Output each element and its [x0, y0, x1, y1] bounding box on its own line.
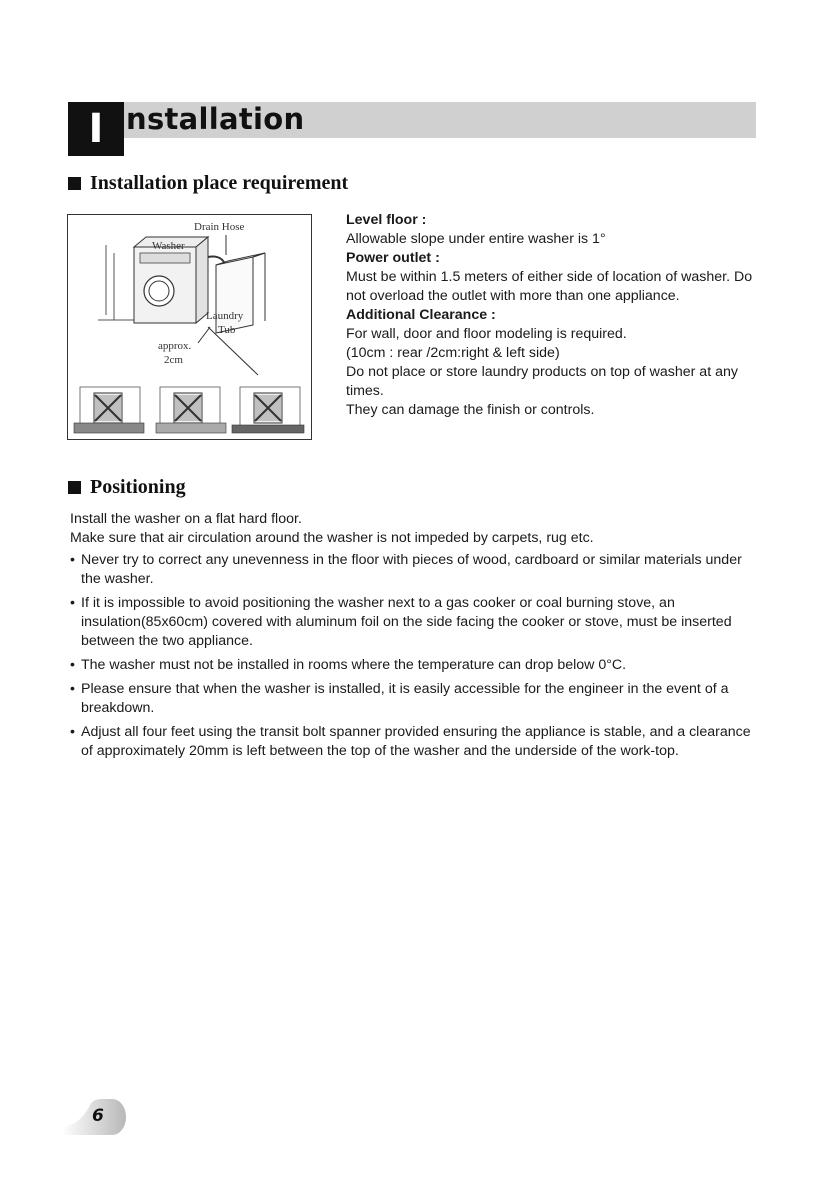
section-heading-text: Positioning — [90, 476, 186, 498]
list-item — [70, 656, 760, 675]
wrong-example-1 — [74, 387, 144, 433]
bullet-dot-icon: • — [70, 681, 75, 697]
positioning-intro — [70, 510, 760, 548]
label-washer: Washer — [152, 240, 185, 252]
req-power-outlet — [346, 249, 756, 306]
label-2cm: 2cm — [164, 354, 183, 366]
wrong-example-2 — [156, 387, 226, 433]
bullet-dot-icon: • — [70, 724, 75, 740]
bullet-dot-icon: • — [70, 657, 75, 673]
bullet-dot-icon: • — [70, 552, 75, 568]
label-approx: approx. — [158, 340, 192, 352]
req-text: Allowable slope under entire washer is 1° — [346, 231, 606, 247]
label-tub: Tub — [218, 324, 236, 336]
req-level-floor — [346, 211, 756, 249]
req-heading: Level floor : — [346, 212, 427, 228]
req-additional-clearance — [346, 306, 756, 420]
section-heading-text: Installation place requirement — [90, 172, 349, 194]
section-heading-place-requirement — [68, 172, 348, 195]
page-number-badge — [62, 1099, 126, 1135]
list-item-text: Never try to correct any unevenness in the floor with pieces of wood, cardboard or similar materials under the washer. — [81, 552, 742, 587]
installation-illustration — [67, 214, 312, 440]
washer-diagram-svg — [68, 215, 313, 441]
wrong-example-3 — [232, 387, 304, 433]
bullet-dot-icon: • — [70, 595, 75, 611]
req-text-clearance-values: (10cm : rear /2cm:right & left side) — [346, 345, 560, 361]
req-text-no-storage: Do not place or store laundry products on top of washer at any times. — [346, 364, 738, 399]
req-text: Must be within 1.5 meters of either side of location of washer. Do not overload the outlet with more than one appliance. — [346, 269, 753, 304]
requirements-block — [346, 211, 756, 420]
page-title: nstallation — [126, 102, 305, 136]
req-text-damage: They can damage the finish or controls. — [346, 402, 595, 418]
intro-line: Make sure that air circulation around the washer is not impeded by carpets, rug etc. — [70, 530, 594, 546]
intro-line: Install the washer on a flat hard floor. — [70, 511, 302, 527]
title-initial: I — [68, 102, 124, 156]
positioning-bullets — [70, 551, 760, 766]
list-item — [70, 680, 760, 718]
section-heading-positioning — [68, 476, 186, 499]
heading-bullet-icon — [68, 177, 81, 190]
req-heading: Additional Clearance : — [346, 307, 496, 323]
list-item-text: Please ensure that when the washer is installed, it is easily accessible for the engineer in the event of a breakdown. — [81, 681, 729, 716]
list-item-text: Adjust all four feet using the transit bolt spanner provided ensuring the appliance is stable, and a clearance of approximately 20mm is left between the top of the washer and the underside of the work-top. — [81, 724, 751, 759]
req-heading: Power outlet : — [346, 250, 440, 266]
label-laundry: Laundry — [206, 310, 244, 322]
list-item-text: The washer must not be installed in rooms where the temperature can drop below 0°C. — [81, 657, 627, 673]
page-number: 6 — [92, 1106, 104, 1126]
list-item — [70, 594, 760, 651]
label-drain-hose: Drain Hose — [194, 221, 245, 233]
heading-bullet-icon — [68, 481, 81, 494]
list-item — [70, 551, 760, 589]
list-item-text: If it is impossible to avoid positioning the washer next to a gas cooker or coal burning stove, an insulation(85x60cm) covered with aluminum foil on the side facing the cooker or stove, must be inserted between the two appliance. — [81, 595, 732, 649]
req-text: For wall, door and floor modeling is required. — [346, 326, 627, 342]
list-item — [70, 723, 760, 761]
